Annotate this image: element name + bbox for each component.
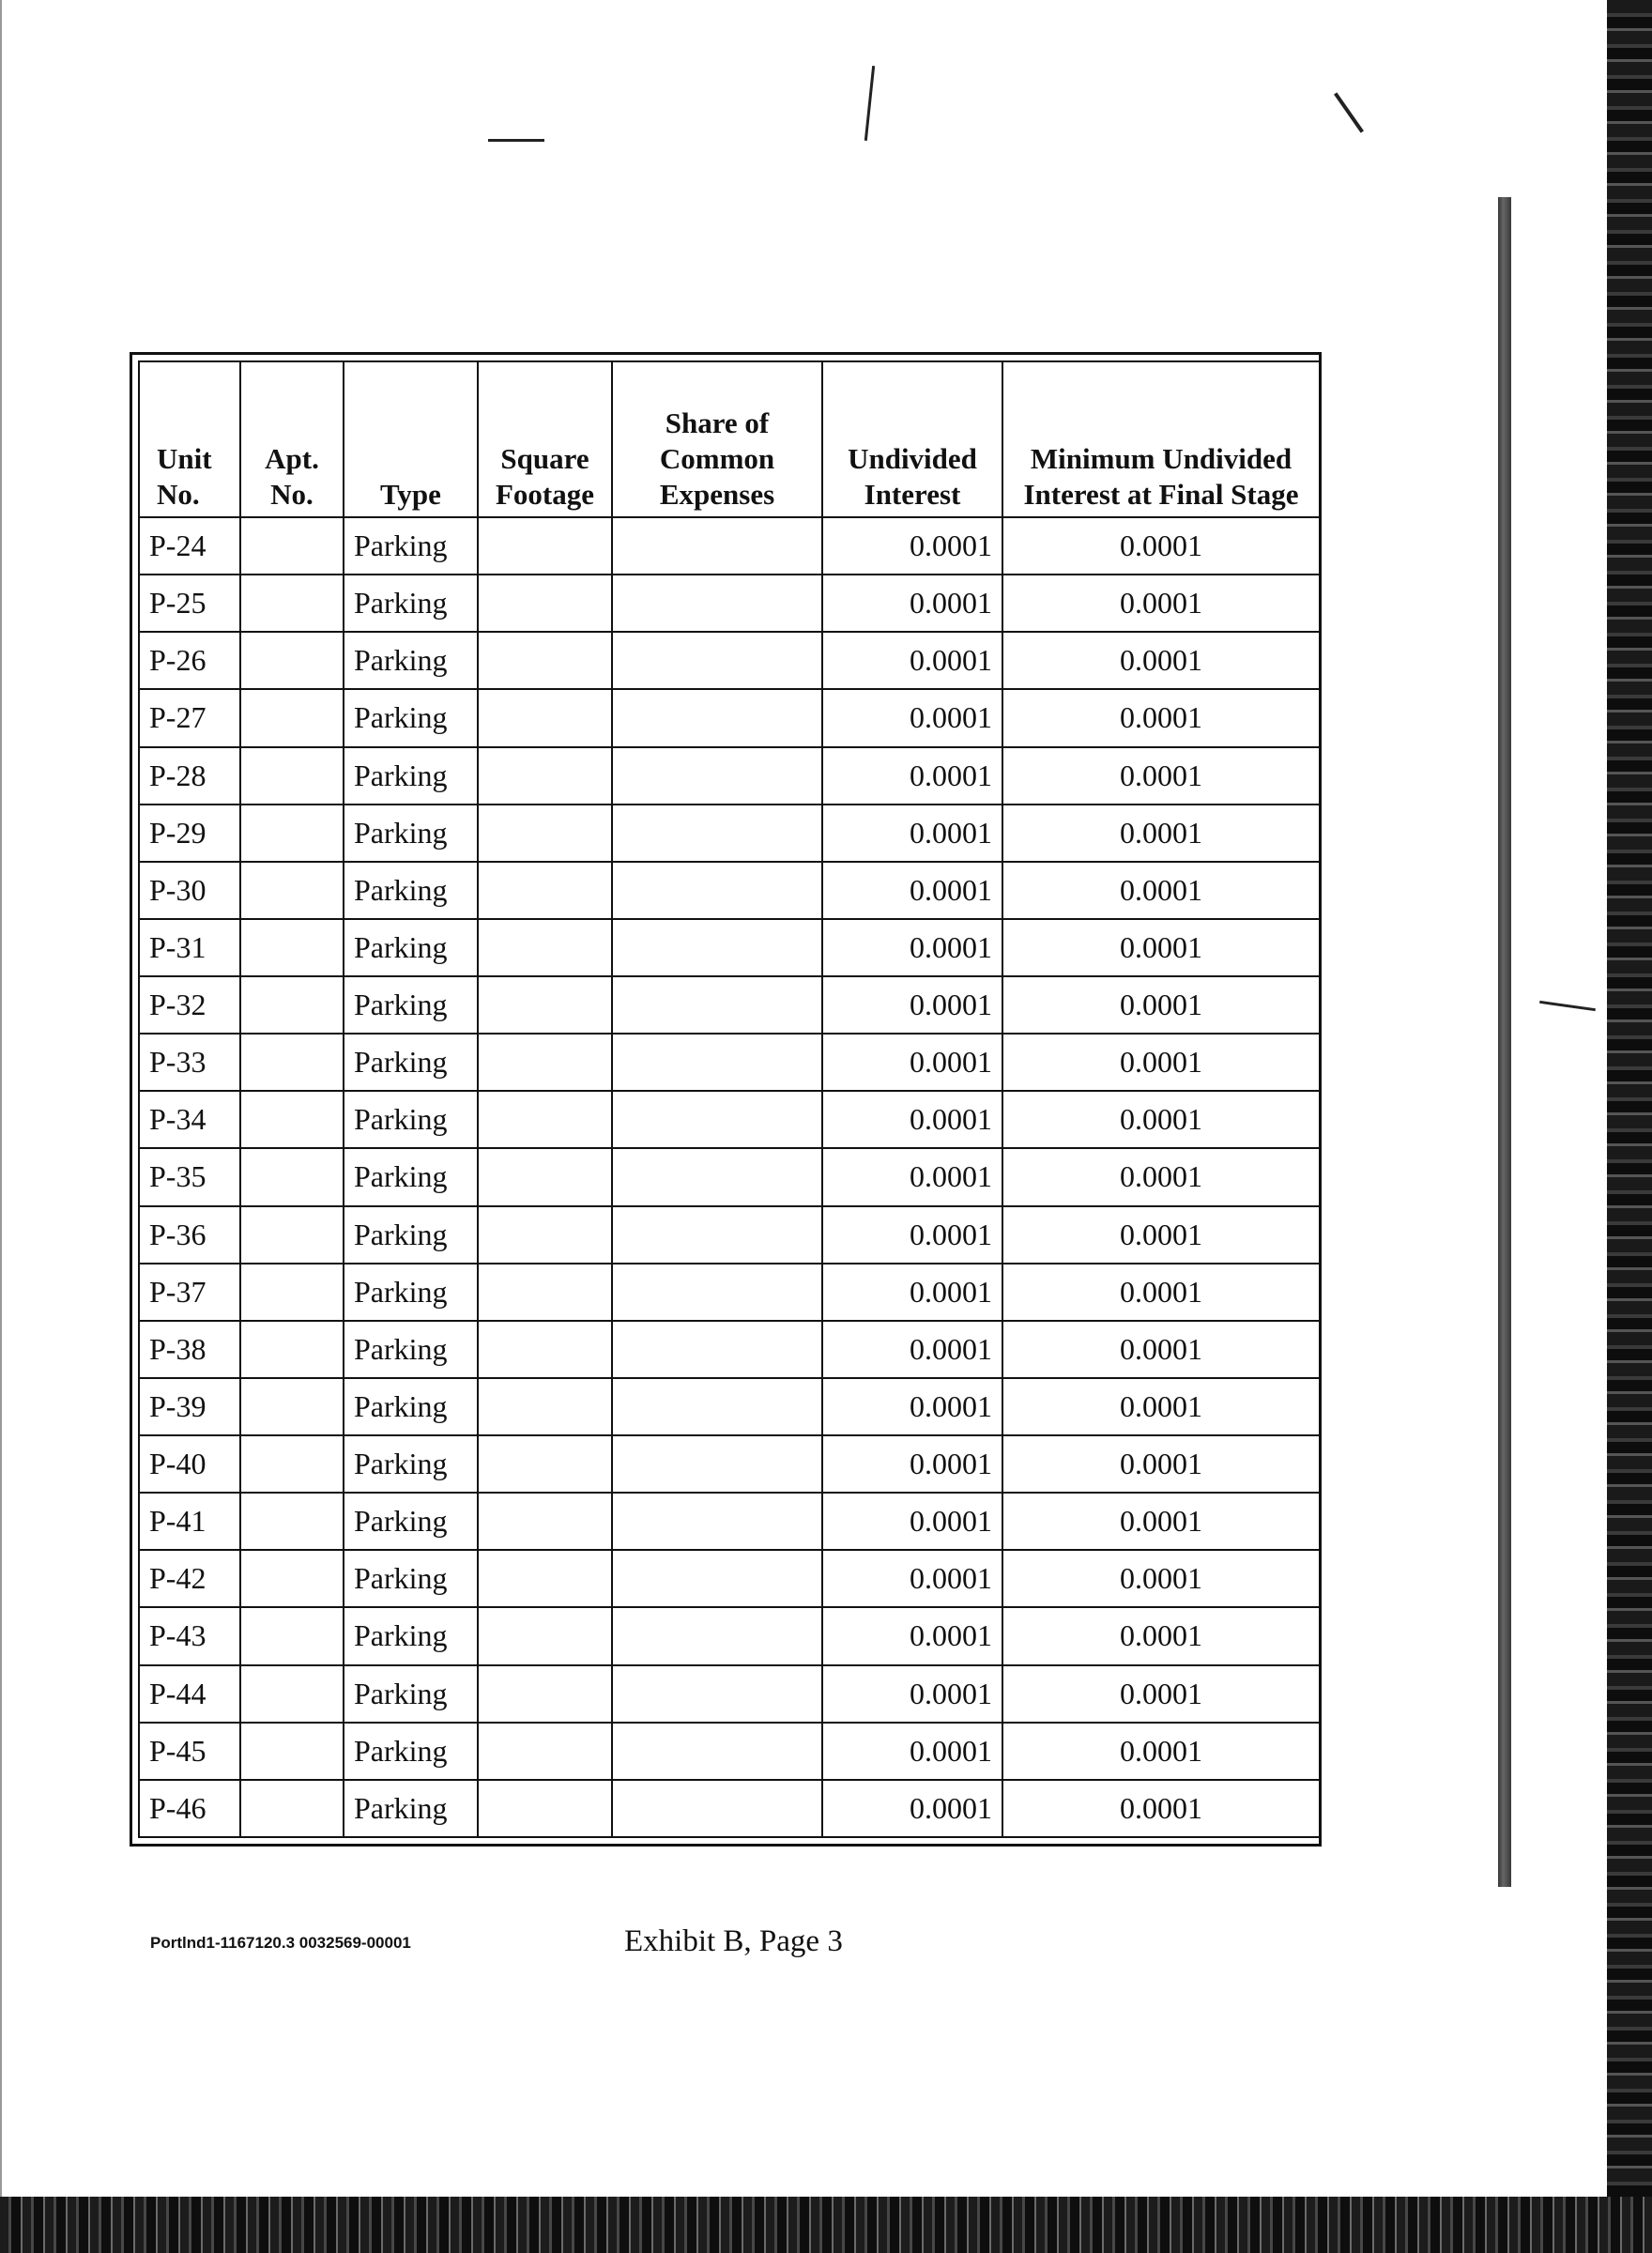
header-share-common-expenses: Share of Common Expenses [612,361,822,517]
cell-share-common-expenses [612,632,822,689]
cell-square-footage [478,689,612,746]
cell-type: Parking [344,517,478,575]
cell-unit-no: P-34 [139,1091,240,1148]
cell-type: Parking [344,1378,478,1435]
cell-square-footage [478,1264,612,1321]
cell-undivided-interest: 0.0001 [822,1493,1002,1550]
header-square-footage: Square Footage [478,361,612,517]
cell-undivided-interest: 0.0001 [822,1665,1002,1723]
cell-type: Parking [344,1607,478,1664]
cell-type: Parking [344,689,478,746]
table-row [139,1493,1320,1550]
cell-share-common-expenses [612,1091,822,1148]
cell-undivided-interest: 0.0001 [822,517,1002,575]
cell-min-undivided-interest: 0.0001 [1002,1780,1320,1837]
cell-apt-no [240,1723,344,1780]
cell-apt-no [240,575,344,632]
header-undivided-interest: Undivided Interest [822,361,1002,517]
cell-undivided-interest: 0.0001 [822,1206,1002,1264]
cell-min-undivided-interest: 0.0001 [1002,976,1320,1034]
scan-artifact-bottom-edge [0,2197,1652,2253]
cell-type: Parking [344,1780,478,1837]
cell-square-footage [478,862,612,919]
cell-undivided-interest: 0.0001 [822,805,1002,862]
cell-min-undivided-interest: 0.0001 [1002,1665,1320,1723]
cell-min-undivided-interest: 0.0001 [1002,1607,1320,1664]
cell-share-common-expenses [612,1723,822,1780]
cell-square-footage [478,805,612,862]
cell-unit-no: P-29 [139,805,240,862]
cell-type: Parking [344,805,478,862]
table-row [139,517,1320,575]
header-apt-no: Apt. No. [240,361,344,517]
cell-type: Parking [344,1665,478,1723]
table-row [139,1034,1320,1091]
cell-type: Parking [344,632,478,689]
cell-type: Parking [344,1723,478,1780]
unit-table-frame [130,352,1322,1847]
table-row [139,919,1320,976]
cell-unit-no: P-26 [139,632,240,689]
cell-undivided-interest: 0.0001 [822,1148,1002,1205]
cell-square-footage [478,1780,612,1837]
table-row [139,1321,1320,1378]
cell-type: Parking [344,976,478,1034]
header-min-undivided-interest: Minimum Undivided Interest at Final Stage [1002,361,1320,517]
cell-share-common-expenses [612,1206,822,1264]
cell-type: Parking [344,1435,478,1493]
cell-min-undivided-interest: 0.0001 [1002,1435,1320,1493]
cell-min-undivided-interest: 0.0001 [1002,1321,1320,1378]
cell-square-footage [478,1148,612,1205]
table-row [139,689,1320,746]
table-row [139,1264,1320,1321]
cell-unit-no: P-32 [139,976,240,1034]
cell-min-undivided-interest: 0.0001 [1002,1723,1320,1780]
cell-share-common-expenses [612,1607,822,1664]
cell-type: Parking [344,1091,478,1148]
cell-apt-no [240,1091,344,1148]
cell-apt-no [240,1034,344,1091]
cell-type: Parking [344,1493,478,1550]
cell-min-undivided-interest: 0.0001 [1002,1148,1320,1205]
table-row [139,1148,1320,1205]
cell-unit-no: P-28 [139,747,240,805]
cell-square-footage [478,575,612,632]
cell-type: Parking [344,1206,478,1264]
cell-share-common-expenses [612,1378,822,1435]
cell-type: Parking [344,747,478,805]
cell-apt-no [240,747,344,805]
cell-square-footage [478,1435,612,1493]
cell-unit-no: P-37 [139,1264,240,1321]
cell-type: Parking [344,862,478,919]
cell-share-common-expenses [612,689,822,746]
cell-min-undivided-interest: 0.0001 [1002,862,1320,919]
cell-apt-no [240,1550,344,1607]
page-label: Exhibit B, Page 3 [624,1924,843,1958]
cell-unit-no: P-45 [139,1723,240,1780]
cell-undivided-interest: 0.0001 [822,632,1002,689]
table-body [139,517,1320,1837]
cell-undivided-interest: 0.0001 [822,1723,1002,1780]
cell-type: Parking [344,1264,478,1321]
cell-apt-no [240,1780,344,1837]
cell-undivided-interest: 0.0001 [822,575,1002,632]
cell-share-common-expenses [612,1665,822,1723]
cell-min-undivided-interest: 0.0001 [1002,1493,1320,1550]
cell-share-common-expenses [612,1034,822,1091]
cell-undivided-interest: 0.0001 [822,1607,1002,1664]
cell-apt-no [240,1378,344,1435]
cell-undivided-interest: 0.0001 [822,1091,1002,1148]
cell-square-footage [478,1034,612,1091]
cell-square-footage [478,1493,612,1550]
cell-share-common-expenses [612,747,822,805]
cell-apt-no [240,805,344,862]
cell-unit-no: P-35 [139,1148,240,1205]
table-row [139,1780,1320,1837]
cell-unit-no: P-31 [139,919,240,976]
cell-undivided-interest: 0.0001 [822,1378,1002,1435]
scan-artifact-right-edge [1607,0,1652,2253]
scan-speck [1539,1001,1596,1011]
cell-undivided-interest: 0.0001 [822,976,1002,1034]
cell-undivided-interest: 0.0001 [822,1034,1002,1091]
cell-square-footage [478,919,612,976]
cell-apt-no [240,862,344,919]
table-row [139,747,1320,805]
cell-share-common-expenses [612,1435,822,1493]
cell-undivided-interest: 0.0001 [822,1435,1002,1493]
cell-share-common-expenses [612,919,822,976]
cell-share-common-expenses [612,1550,822,1607]
cell-undivided-interest: 0.0001 [822,1264,1002,1321]
cell-apt-no [240,1665,344,1723]
table-row [139,1091,1320,1148]
scan-speck [864,66,875,141]
cell-type: Parking [344,1550,478,1607]
cell-share-common-expenses [612,575,822,632]
unit-table [138,360,1321,1838]
scan-artifact-left [0,0,2,2197]
header-type: Type [344,361,478,517]
header-unit-no: Unit No. [139,361,240,517]
cell-share-common-expenses [612,1321,822,1378]
cell-unit-no: P-41 [139,1493,240,1550]
table-row [139,1435,1320,1493]
cell-apt-no [240,1607,344,1664]
cell-unit-no: P-42 [139,1550,240,1607]
cell-min-undivided-interest: 0.0001 [1002,1550,1320,1607]
cell-unit-no: P-25 [139,575,240,632]
cell-square-footage [478,1550,612,1607]
table-row [139,1723,1320,1780]
cell-share-common-expenses [612,862,822,919]
cell-apt-no [240,632,344,689]
cell-square-footage [478,976,612,1034]
table-row [139,805,1320,862]
cell-unit-no: P-44 [139,1665,240,1723]
cell-type: Parking [344,1321,478,1378]
cell-unit-no: P-38 [139,1321,240,1378]
table-row [139,862,1320,919]
cell-unit-no: P-24 [139,517,240,575]
cell-min-undivided-interest: 0.0001 [1002,1206,1320,1264]
cell-unit-no: P-40 [139,1435,240,1493]
scan-speck [1334,92,1364,132]
scan-speck [488,139,544,142]
cell-square-footage [478,1321,612,1378]
table-row [139,575,1320,632]
cell-apt-no [240,1321,344,1378]
cell-undivided-interest: 0.0001 [822,1321,1002,1378]
cell-unit-no: P-27 [139,689,240,746]
cell-apt-no [240,976,344,1034]
cell-apt-no [240,1435,344,1493]
cell-min-undivided-interest: 0.0001 [1002,1264,1320,1321]
table-row [139,976,1320,1034]
cell-min-undivided-interest: 0.0001 [1002,1034,1320,1091]
cell-unit-no: P-43 [139,1607,240,1664]
cell-apt-no [240,1264,344,1321]
cell-type: Parking [344,575,478,632]
cell-square-footage [478,1206,612,1264]
cell-square-footage [478,1607,612,1664]
cell-share-common-expenses [612,517,822,575]
cell-undivided-interest: 0.0001 [822,862,1002,919]
cell-undivided-interest: 0.0001 [822,919,1002,976]
cell-undivided-interest: 0.0001 [822,1780,1002,1837]
cell-square-footage [478,517,612,575]
cell-undivided-interest: 0.0001 [822,1550,1002,1607]
cell-apt-no [240,1206,344,1264]
cell-type: Parking [344,1034,478,1091]
cell-unit-no: P-39 [139,1378,240,1435]
cell-unit-no: P-46 [139,1780,240,1837]
cell-apt-no [240,517,344,575]
cell-square-footage [478,632,612,689]
cell-share-common-expenses [612,1148,822,1205]
cell-apt-no [240,1148,344,1205]
cell-min-undivided-interest: 0.0001 [1002,689,1320,746]
document-id: Portlnd1-1167120.3 0032569-00001 [150,1934,411,1952]
scan-artifact-right-stripe [1498,197,1511,1887]
table-row [139,1206,1320,1264]
table-row [139,1378,1320,1435]
cell-square-footage [478,1091,612,1148]
cell-min-undivided-interest: 0.0001 [1002,517,1320,575]
table-row [139,632,1320,689]
cell-min-undivided-interest: 0.0001 [1002,632,1320,689]
cell-share-common-expenses [612,976,822,1034]
cell-apt-no [240,689,344,746]
cell-share-common-expenses [612,1493,822,1550]
cell-min-undivided-interest: 0.0001 [1002,575,1320,632]
cell-square-footage [478,1723,612,1780]
table-row [139,1550,1320,1607]
cell-share-common-expenses [612,1264,822,1321]
cell-min-undivided-interest: 0.0001 [1002,1091,1320,1148]
table-header-row [139,361,1320,517]
cell-unit-no: P-36 [139,1206,240,1264]
cell-apt-no [240,1493,344,1550]
cell-square-footage [478,1378,612,1435]
cell-undivided-interest: 0.0001 [822,689,1002,746]
cell-unit-no: P-30 [139,862,240,919]
cell-min-undivided-interest: 0.0001 [1002,747,1320,805]
cell-square-footage [478,1665,612,1723]
cell-share-common-expenses [612,805,822,862]
cell-unit-no: P-33 [139,1034,240,1091]
cell-share-common-expenses [612,1780,822,1837]
cell-min-undivided-interest: 0.0001 [1002,919,1320,976]
cell-type: Parking [344,1148,478,1205]
cell-min-undivided-interest: 0.0001 [1002,805,1320,862]
cell-min-undivided-interest: 0.0001 [1002,1378,1320,1435]
cell-apt-no [240,919,344,976]
cell-square-footage [478,747,612,805]
table-row [139,1607,1320,1664]
cell-undivided-interest: 0.0001 [822,747,1002,805]
cell-type: Parking [344,919,478,976]
table-row [139,1665,1320,1723]
